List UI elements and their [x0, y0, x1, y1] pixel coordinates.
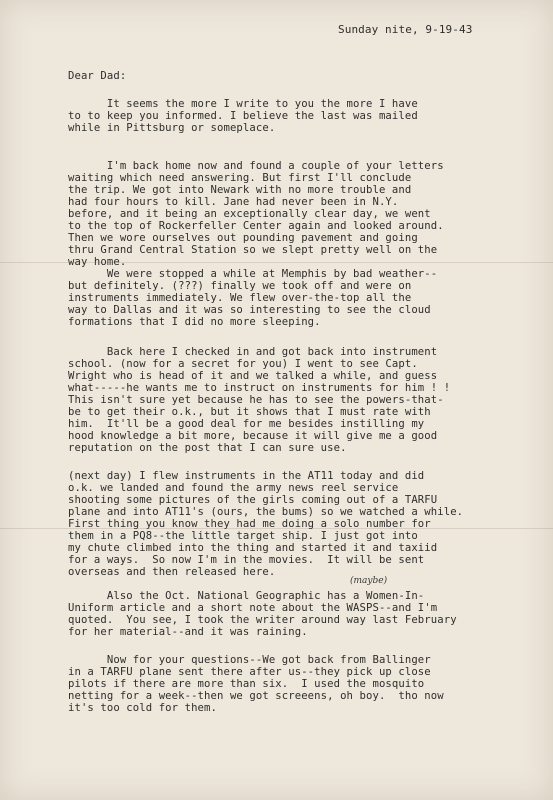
- letter-line: way to Dallas and it was so interesting to see the cloud: [68, 304, 431, 316]
- letter-line: Uniform article and a short note about the WASPS--and I'm: [68, 602, 438, 614]
- letter-line: Back here I checked in and got back into instrument: [68, 346, 438, 358]
- letter-line: hood knowledge a bit more, because it will give me a good: [68, 430, 438, 442]
- letter-line: for a ways. So now I'm in the movies. It will be sent: [68, 554, 425, 566]
- letter-line: We were stopped a while at Memphis by bad weather--: [68, 268, 438, 280]
- letter-line: my chute climbed into the thing and started it and taxiid: [68, 542, 438, 554]
- letter-line: pilots if there are more than six. I used the mosquito: [68, 678, 425, 690]
- letter-line: Wright who is head of it and we talked a while, and guess: [68, 370, 438, 382]
- letter-line: to the top of Rockerfeller Center again and looked around.: [68, 220, 444, 232]
- letter-line: but definitely. (???) finally we took off and were on: [68, 280, 412, 292]
- letter-line: had four hours to kill. Jane had never been in N.Y.: [68, 196, 399, 208]
- letter-line: while in Pittsburg or someplace.: [68, 122, 276, 134]
- letter-line: to to keep you informed. I believe the last was mailed: [68, 110, 418, 122]
- letter-line: thru Grand Central Station so we slept pretty well on the: [68, 244, 438, 256]
- letter-line: him. It'll be a good deal for me besides instilling my: [68, 418, 425, 430]
- letter-line: formations that I did no more sleeping.: [68, 316, 321, 328]
- handwritten-note: (maybe): [350, 576, 388, 586]
- letter-line: It seems the more I write to you the more I have: [68, 98, 418, 110]
- letter-date: Sunday nite, 9-19-43: [338, 23, 473, 36]
- letter-line: quoted. You see, I took the writer around way last February: [68, 614, 457, 626]
- letter-line: Also the Oct. National Geographic has a Women-In-: [68, 590, 425, 602]
- letter-line: Then we wore ourselves out pounding pavement and going: [68, 232, 418, 244]
- letter-line: instruments immediately. We flew over-the-top all the: [68, 292, 412, 304]
- letter-line: plane and into AT11's (ours, the bums) so we watched a while.: [68, 506, 464, 518]
- letter-line: Now for your questions--We got back from Ballinger: [68, 654, 431, 666]
- letter-line: them in a PQ8--the little target ship. I just got into: [68, 530, 418, 542]
- letter-line: the trip. We got into Newark with no more trouble and: [68, 184, 412, 196]
- letter-line: reputation on the post that I can sure use.: [68, 442, 347, 454]
- letter-line: it's too cold for them.: [68, 702, 217, 714]
- letter-line: (next day) I flew instruments in the AT11 today and did: [68, 470, 425, 482]
- letter-line: for her material--and it was raining.: [68, 626, 308, 638]
- letter-line: in a TARFU plane sent there after us--they pick up close: [68, 666, 431, 678]
- letter-line: First thing you know they had me doing a solo number for: [68, 518, 431, 530]
- letter-line: netting for a week--then we got screeens, oh boy. tho now: [68, 690, 444, 702]
- letter-line: what-----he wants me to instruct on instruments for him ! !: [68, 382, 451, 394]
- letter-line: I'm back home now and found a couple of your letters: [68, 160, 444, 172]
- letter-line: waiting which need answering. But first I'll conclude: [68, 172, 412, 184]
- letter-salutation: Dear Dad:: [68, 70, 127, 82]
- letter-line: This isn't sure yet because he has to see the powers-that-: [68, 394, 444, 406]
- letter-line: shooting some pictures of the girls coming out of a TARFU: [68, 494, 438, 506]
- letter-line: be to get their o.k., but it shows that I must rate with: [68, 406, 431, 418]
- letter-line: overseas and then released here.: [68, 566, 276, 578]
- letter-line: before, and it being an exceptionally clear day, we went: [68, 208, 431, 220]
- letter-line: school. (now for a secret for you) I went to see Capt.: [68, 358, 418, 370]
- letter-line: o.k. we landed and found the army news reel service: [68, 482, 399, 494]
- letter-line: way home.: [68, 256, 127, 268]
